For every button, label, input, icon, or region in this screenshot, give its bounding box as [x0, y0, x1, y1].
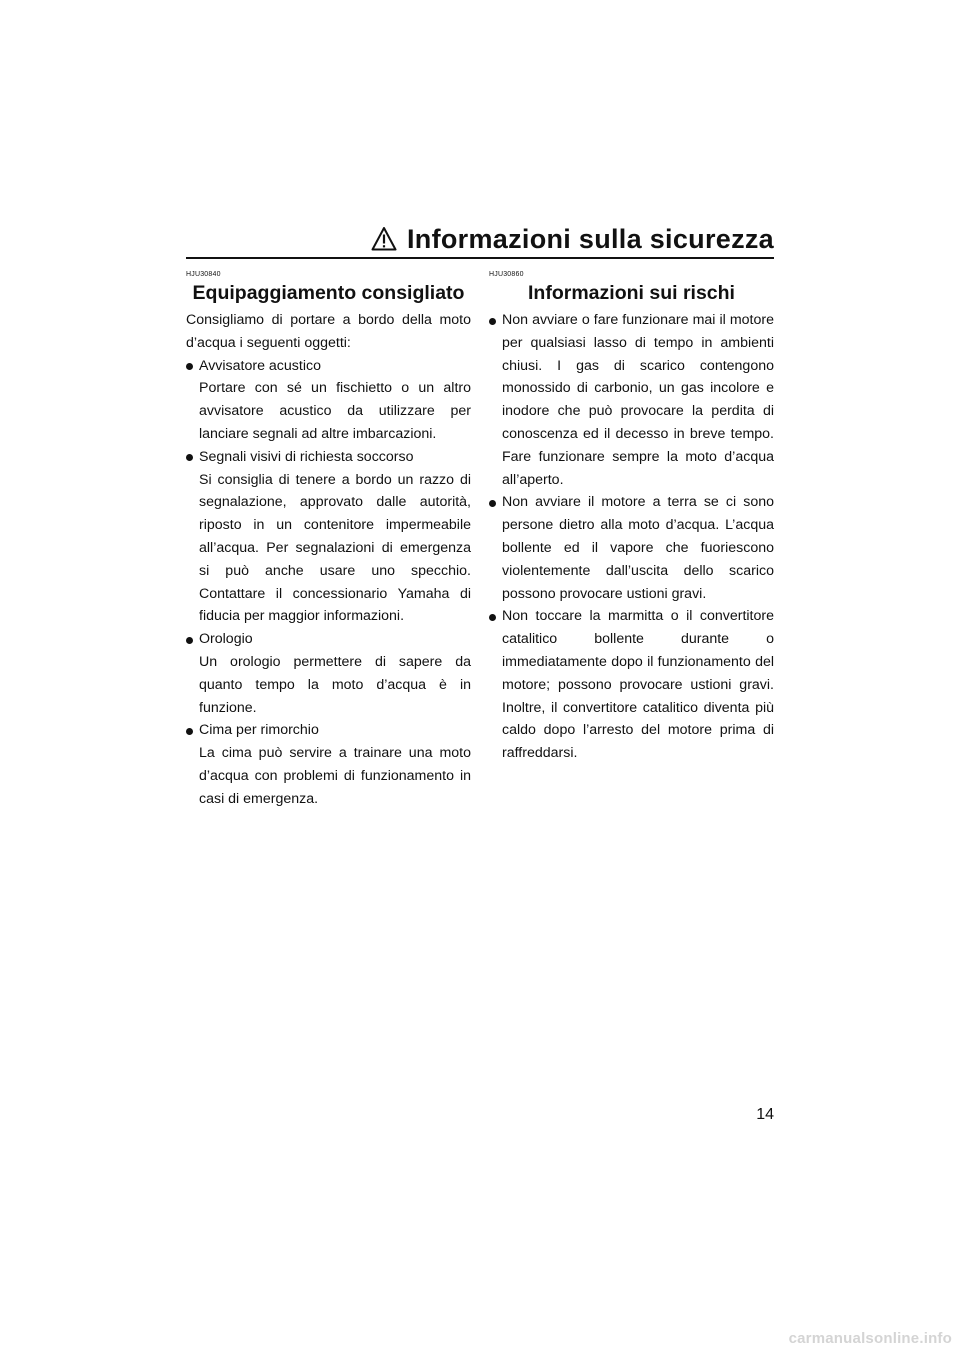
item-text: Non avviare il motore a terra se ci sono persone dietro alla moto d’acqua. L’acqua bollente ed il vapore che fuoriescono violentemente dall’uscita dello scarico possono provocare ustioni gravi. [502, 494, 774, 602]
list-item [186, 719, 471, 810]
section-title: Equipaggiamento consigliato [192, 282, 465, 304]
item-title: Orologio [199, 631, 253, 648]
bullet-icon [186, 637, 193, 644]
bullet-icon [489, 614, 496, 621]
list-item [489, 605, 774, 765]
section-code: HJU30860 [489, 271, 524, 278]
item-text: Portare con sé un fischietto o un altro avvisatore acustico da utilizzare per lanciare segnali ad altre imbarcazioni. [199, 380, 471, 442]
item-text: La cima può servire a trainare una moto d’acqua con problemi di funzionamento in casi di emergenza. [199, 745, 471, 807]
intro-paragraph: Consigliamo di portare a bordo della moto d’acqua i seguenti oggetti: [186, 312, 471, 351]
right-column [489, 270, 774, 765]
list-item [186, 628, 471, 719]
watermark: carmanualsonline.info [788, 1330, 952, 1347]
list-item [186, 446, 471, 628]
item-title: Avvisatore acustico [199, 357, 321, 374]
page-header [186, 222, 774, 256]
header-divider [186, 257, 774, 259]
page-title: Informazioni sulla sicurezza [407, 223, 774, 254]
risk-list [489, 309, 774, 765]
left-column [186, 270, 471, 811]
bullet-icon [186, 363, 193, 370]
bullet-icon [186, 454, 193, 461]
list-item [489, 309, 774, 491]
equipment-list [186, 355, 471, 811]
bullet-icon [489, 318, 496, 325]
item-text: Un orologio permettere di sapere da quanto tempo la moto d’acqua è in funzione. [199, 653, 471, 716]
section-title: Informazioni sui rischi [528, 282, 735, 304]
section-code: HJU30840 [186, 271, 221, 278]
list-item [186, 355, 471, 446]
bullet-icon [186, 728, 193, 735]
warning-triangle-icon [371, 226, 397, 252]
item-text: Non avviare o fare funzionare mai il motore per qualsiasi lasso di tempo in ambienti chiusi. I gas di scarico contengono monossido di carbonio, un gas incolore e inodore che può provocare la perdita di conoscenza ed il decesso in breve tempo. Fare funzionare sempre la moto d’acqua all’aperto. [502, 312, 774, 488]
bullet-icon [489, 500, 496, 507]
item-text: Si consiglia di tenere a bordo un razzo di segnalazione, approvato dalle autorità, riposto in un contenitore impermeabile all’acqua. Per segnalazioni di emergenza si può anche usare uno specchio. Contattare il concessionario Yamaha di fiducia per maggior informazioni. [199, 471, 471, 625]
item-title: Cima per rimorchio [199, 722, 319, 739]
page-number: 14 [756, 1106, 774, 1123]
list-item [489, 491, 774, 605]
item-text: Non toccare la marmitta o il convertitore catalitico bollente durante o immediatamente dopo il funzionamento del motore; possono provocare ustioni gravi. Inoltre, il convertitore catalitico diventa più caldo dopo l’arresto del motore prima di raffreddarsi. [502, 608, 774, 762]
item-title: Segnali visivi di richiesta soccorso [199, 448, 414, 465]
